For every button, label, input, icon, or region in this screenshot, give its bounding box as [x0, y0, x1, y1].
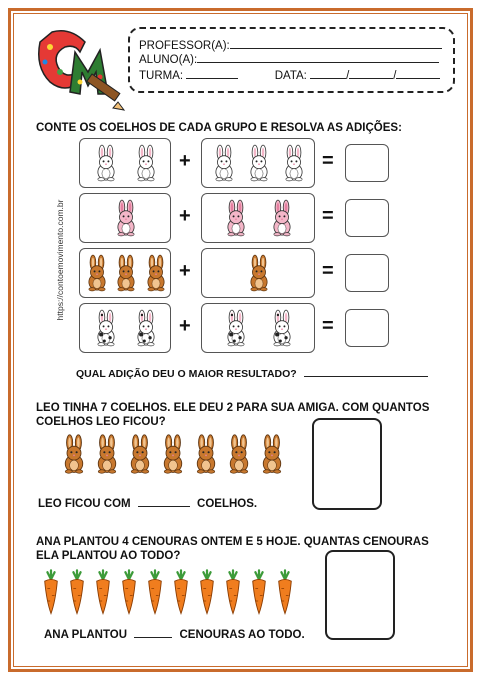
plus-sign: + — [179, 205, 191, 227]
aluno-label: ALUNO(A): — [139, 54, 198, 66]
white-rabbit-icon — [211, 144, 237, 187]
exercise3-text: ANA PLANTOU 4 CENOURAS ONTEM E 5 HOJE. QUANTAS CENOURAS ELA PLANTOU AO TODO? — [36, 536, 429, 562]
exercise3-answer-sentence — [44, 628, 305, 641]
data-label: DATA: — [274, 70, 307, 82]
carrot-icon — [224, 568, 242, 621]
pink-rabbit-icon — [269, 199, 295, 242]
date-sep-1: / — [346, 70, 350, 82]
sum-answer-box[interactable] — [345, 254, 389, 292]
sum-answer-box[interactable] — [345, 199, 389, 237]
watermark — [50, 190, 70, 340]
exercise2-blank[interactable] — [138, 497, 190, 507]
pink-rabbit-icon — [113, 199, 139, 242]
plus-sign: + — [179, 150, 191, 172]
carrot-icon — [276, 568, 294, 621]
spotted-rabbit-icon — [269, 309, 295, 352]
white-rabbit-icon — [133, 144, 159, 187]
aluno-field[interactable] — [197, 53, 439, 63]
equals-sign: = — [322, 150, 334, 172]
spotted-rabbit-icon — [93, 309, 119, 352]
exercise3-prefix: ANA PLANTOU — [44, 629, 128, 641]
equals-sign: = — [322, 260, 334, 282]
carrot-icon — [146, 568, 164, 621]
brown-rabbit-icon — [143, 254, 169, 297]
exercise1-answer-line[interactable] — [304, 367, 428, 377]
logo-letters: CM — [60, 60, 73, 69]
carrot-icon — [42, 568, 60, 621]
exercise3-blank[interactable] — [134, 628, 172, 638]
exercise3-suffix: CENOURAS AO TODO. — [179, 629, 305, 641]
brown-rabbit-icon — [60, 434, 88, 479]
exercise1-title: CONTE OS COELHOS DE CADA GRUPO E RESOLVA AS ADIÇÕES: — [36, 122, 402, 134]
professor-field[interactable] — [230, 39, 442, 49]
turma-label: TURMA: — [139, 70, 184, 82]
exercise2-prefix: LEO FICOU COM — [38, 498, 131, 510]
addend-right-group — [201, 193, 315, 243]
plus-sign: + — [179, 260, 191, 282]
carrot-icon — [172, 568, 190, 621]
brown-rabbit-icon — [192, 434, 220, 479]
date-month-field[interactable] — [349, 69, 393, 79]
equals-sign: = — [322, 205, 334, 227]
date-sep-2: / — [393, 70, 397, 82]
date-day-field[interactable] — [310, 69, 346, 79]
brown-rabbit-icon — [159, 434, 187, 479]
professor-label: PROFESSOR(A): — [139, 40, 230, 52]
brown-rabbit-icon — [126, 434, 154, 479]
addend-left-group — [79, 138, 171, 188]
white-rabbit-icon — [281, 144, 307, 187]
carrot-icon — [94, 568, 112, 621]
cm-logo — [30, 22, 130, 114]
white-rabbit-icon — [246, 144, 272, 187]
brown-rabbit-icon — [113, 254, 139, 297]
exercise1-question — [76, 367, 428, 380]
plus-sign: + — [179, 315, 191, 337]
carrot-icon — [198, 568, 216, 621]
brown-rabbit-icon — [246, 254, 272, 297]
addend-right-group — [201, 138, 315, 188]
sum-answer-box[interactable] — [345, 309, 389, 347]
exercise1-question-text: QUAL ADIÇÃO DEU O MAIOR RESULTADO? — [76, 368, 297, 380]
addend-right-group — [201, 248, 315, 298]
spotted-rabbit-icon — [223, 309, 249, 352]
carrot-icon — [68, 568, 86, 621]
date-year-field[interactable] — [396, 69, 440, 79]
equals-sign: = — [322, 315, 334, 337]
brown-rabbit-icon — [225, 434, 253, 479]
exercise2-suffix: COELHOS. — [197, 498, 258, 510]
watermark-url: https://contoemovimento.com.br — [55, 199, 65, 321]
brown-rabbit-icon — [84, 254, 110, 297]
brown-rabbit-icon — [258, 434, 286, 479]
addend-left-group — [79, 248, 171, 298]
addend-left-group — [79, 303, 171, 353]
exercise2-answer-sentence — [38, 497, 257, 510]
student-info-box — [128, 27, 455, 93]
white-rabbit-icon — [93, 144, 119, 187]
carrot-icon — [120, 568, 138, 621]
sum-answer-box[interactable] — [345, 144, 389, 182]
addend-right-group — [201, 303, 315, 353]
pink-rabbit-icon — [223, 199, 249, 242]
exercise3-answer-box[interactable] — [325, 550, 395, 640]
exercise2-text: LEO TINHA 7 COELHOS. ELE DEU 2 PARA SUA AMIGA. COM QUANTOS COELHOS LEO FICOU? — [36, 402, 430, 428]
carrot-icon — [250, 568, 268, 621]
exercise2-answer-box[interactable] — [312, 418, 382, 510]
addend-left-group — [79, 193, 171, 243]
turma-field[interactable] — [186, 69, 238, 79]
brown-rabbit-icon — [93, 434, 121, 479]
spotted-rabbit-icon — [133, 309, 159, 352]
